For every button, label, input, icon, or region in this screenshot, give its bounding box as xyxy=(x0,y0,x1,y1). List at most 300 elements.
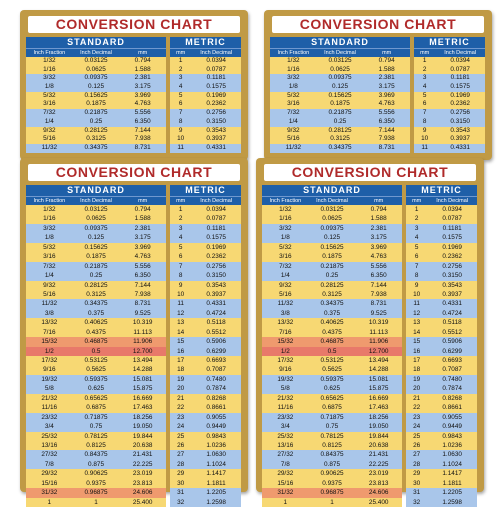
mm-cell: 14 xyxy=(177,328,185,336)
table-row xyxy=(170,144,241,153)
inch-fraction-cell: 9/32 xyxy=(43,126,56,134)
inch-fraction-cell: 7/8 xyxy=(44,460,54,468)
mm-cell: 31 xyxy=(177,489,185,497)
inch-decimal-cell: 0.09375 xyxy=(84,74,108,82)
chart-title: CONVERSION CHART xyxy=(28,16,240,33)
inch-fraction-cell: 9/32 xyxy=(43,281,56,289)
table-row xyxy=(262,347,402,356)
mm-cell: 6.350 xyxy=(134,272,151,280)
table-row xyxy=(262,281,402,290)
table-row xyxy=(170,488,241,497)
mm-cell: 4.763 xyxy=(134,253,151,261)
inch-decimal-cell: 0.5118 xyxy=(442,319,462,327)
mm-cell: 6 xyxy=(414,253,419,261)
inch-fraction-cell: 3/4 xyxy=(44,423,54,431)
mm-cell: 7.144 xyxy=(134,126,151,134)
inch-decimal-cell: 0.65625 xyxy=(84,394,108,402)
table-row xyxy=(170,318,241,327)
table-row xyxy=(262,450,402,459)
column-inch-decimal: Inch Decimal xyxy=(316,198,348,204)
mm-cell: 23 xyxy=(177,413,185,421)
inch-decimal-cell: 0.15625 xyxy=(320,243,344,251)
table-row xyxy=(170,365,241,374)
table-row xyxy=(26,144,166,153)
mm-cell: 17 xyxy=(177,357,185,364)
inch-decimal-cell: 0.3125 xyxy=(86,290,106,298)
mm-cell: 2 xyxy=(422,65,427,73)
inch-decimal-cell: 0.7087 xyxy=(442,366,462,374)
table-row xyxy=(170,83,241,92)
mm-cell: 2.381 xyxy=(378,74,395,82)
inch-decimal-cell: 0.6299 xyxy=(206,347,226,355)
inch-fraction-cell: 1/16 xyxy=(43,215,56,223)
table-row xyxy=(406,375,477,384)
table-row xyxy=(406,337,477,346)
column-mm: mm xyxy=(374,198,384,204)
table-row xyxy=(26,92,166,101)
table-row xyxy=(170,233,241,242)
inch-decimal-cell: 0.90625 xyxy=(320,470,344,478)
metric-table xyxy=(414,37,485,153)
inch-fraction-cell: 3/16 xyxy=(43,100,56,108)
mm-cell: 5.556 xyxy=(134,262,151,270)
inch-decimal-cell: 0.78125 xyxy=(320,432,344,440)
inch-fraction-cell: 1 xyxy=(283,498,288,506)
table-row xyxy=(406,403,477,412)
inch-fraction-cell: 5/16 xyxy=(279,290,292,298)
table-row xyxy=(26,57,166,66)
inch-decimal-cell: 0.5625 xyxy=(322,366,342,374)
mm-cell: 6 xyxy=(178,100,183,108)
mm-cell: 8 xyxy=(422,117,427,125)
table-row xyxy=(262,214,402,223)
table-row xyxy=(262,337,402,346)
chart-card-top-left xyxy=(20,10,248,160)
column-mm: mm xyxy=(420,50,430,56)
mm-cell: 2.381 xyxy=(134,224,151,232)
inch-decimal-cell: 0.4724 xyxy=(442,309,462,317)
table-row xyxy=(406,384,477,393)
mm-cell: 4 xyxy=(414,234,419,242)
inch-decimal-cell: 0.2756 xyxy=(450,109,470,117)
mm-cell: 11.113 xyxy=(369,328,388,336)
mm-cell: 21 xyxy=(177,394,185,402)
table-row xyxy=(170,375,241,384)
table-row xyxy=(262,252,402,261)
inch-decimal-cell: 0.5906 xyxy=(442,338,462,346)
inch-decimal-cell: 0.1969 xyxy=(206,91,226,99)
inch-decimal-cell: 0.9055 xyxy=(442,413,462,421)
inch-decimal-cell: 0.1575 xyxy=(206,83,226,91)
inch-decimal-cell: 0.6693 xyxy=(442,357,462,364)
inch-decimal-cell: 0.5512 xyxy=(206,328,226,336)
table-row xyxy=(262,422,402,431)
standard-header: STANDARD xyxy=(67,37,125,47)
table-row xyxy=(414,109,485,118)
table-row xyxy=(414,83,485,92)
table-row xyxy=(170,66,241,75)
inch-fraction-cell: 11/32 xyxy=(41,143,58,151)
mm-cell: 1.588 xyxy=(378,65,395,73)
inch-decimal-cell: 0.28125 xyxy=(320,281,344,289)
mm-cell: 19.844 xyxy=(132,432,153,440)
inch-fraction-cell: 17/32 xyxy=(41,357,58,364)
table-row xyxy=(406,290,477,299)
table-row xyxy=(406,498,477,507)
table-row xyxy=(26,271,166,280)
mm-cell: 16 xyxy=(413,347,421,355)
mm-cell: 2 xyxy=(178,215,183,223)
table-row xyxy=(262,271,402,280)
mm-cell: 8.731 xyxy=(134,143,151,151)
inch-decimal-cell: 0.1875 xyxy=(322,253,342,261)
inch-fraction-cell: 7/32 xyxy=(287,109,300,117)
inch-fraction-cell: 3/16 xyxy=(279,253,292,261)
table-row xyxy=(170,460,241,469)
standard-table xyxy=(26,37,166,153)
standard-table xyxy=(26,185,166,507)
mm-cell: 8 xyxy=(178,272,183,280)
mm-cell: 12.700 xyxy=(368,347,389,355)
inch-fraction-cell: 1/8 xyxy=(44,83,54,91)
mm-cell: 16 xyxy=(177,347,185,355)
inch-decimal-cell: 0.3937 xyxy=(206,135,226,143)
mm-cell: 12.700 xyxy=(132,347,153,355)
mm-cell: 22 xyxy=(177,404,185,412)
mm-cell: 3 xyxy=(178,74,183,82)
table-row xyxy=(414,127,485,136)
inch-fraction-cell: 1/16 xyxy=(279,215,292,223)
table-row xyxy=(26,479,166,488)
table-row xyxy=(26,224,166,233)
inch-fraction-cell: 3/8 xyxy=(280,309,290,317)
inch-decimal-cell: 1.0630 xyxy=(206,451,226,459)
inch-fraction-cell: 5/32 xyxy=(43,243,56,251)
inch-fraction-cell: 3/32 xyxy=(43,224,56,232)
mm-cell: 32 xyxy=(413,498,421,506)
table-row xyxy=(170,394,241,403)
column-mm: mm xyxy=(382,50,392,56)
inch-decimal-cell: 0.2362 xyxy=(450,100,470,108)
standard-header: STANDARD xyxy=(303,185,361,195)
inch-decimal-cell: 0.125 xyxy=(88,83,104,91)
table-row xyxy=(170,347,241,356)
inch-decimal-cell: 0.90625 xyxy=(84,470,108,478)
inch-fraction-cell: 15/16 xyxy=(277,479,294,487)
table-row xyxy=(406,309,477,318)
inch-decimal-cell: 0.1181 xyxy=(206,224,226,232)
inch-decimal-cell: 0.75 xyxy=(325,423,339,431)
inch-fraction-cell: 19/32 xyxy=(41,375,58,383)
table-row xyxy=(170,118,241,127)
mm-cell: 11.906 xyxy=(133,338,153,346)
inch-decimal-cell: 0.28125 xyxy=(84,126,108,134)
mm-cell: 15 xyxy=(413,338,421,346)
table-row xyxy=(262,460,402,469)
table-row xyxy=(270,83,410,92)
inch-decimal-cell: 1.0236 xyxy=(206,441,226,449)
mm-cell: 15.875 xyxy=(368,385,389,393)
mm-cell: 3 xyxy=(414,224,419,232)
inch-fraction-cell: 19/32 xyxy=(277,375,294,383)
table-row xyxy=(26,109,166,118)
inch-decimal-cell: 0.59375 xyxy=(84,375,108,383)
inch-fraction-cell: 9/16 xyxy=(43,366,56,374)
table-row xyxy=(26,441,166,450)
table-row xyxy=(26,384,166,393)
table-row xyxy=(26,214,166,223)
inch-decimal-cell: 0.46875 xyxy=(320,338,344,346)
mm-cell: 11.113 xyxy=(133,328,152,336)
standard-table xyxy=(270,37,410,153)
table-row xyxy=(262,309,402,318)
mm-cell: 5 xyxy=(178,243,183,251)
mm-cell: 15.081 xyxy=(368,375,389,383)
inch-decimal-cell: 0.1575 xyxy=(450,83,470,91)
mm-cell: 24 xyxy=(413,423,421,431)
mm-cell: 23.019 xyxy=(368,470,389,478)
inch-decimal-cell: 0.1181 xyxy=(206,74,226,82)
inch-decimal-cell: 0.2756 xyxy=(442,262,462,270)
table-row xyxy=(406,205,477,214)
table-row xyxy=(262,243,402,252)
inch-decimal-cell: 0.7874 xyxy=(206,385,226,393)
table-row xyxy=(170,469,241,478)
inch-fraction-cell: 31/32 xyxy=(41,489,58,497)
inch-decimal-cell: 0.0394 xyxy=(206,57,226,64)
inch-fraction-cell: 7/16 xyxy=(279,328,292,336)
table-row xyxy=(170,299,241,308)
inch-decimal-cell: 0.09375 xyxy=(84,224,108,232)
table-row xyxy=(26,243,166,252)
inch-fraction-cell: 15/32 xyxy=(41,338,58,346)
column-inch-decimal: Inch Decimal xyxy=(80,198,112,204)
mm-cell: 10 xyxy=(413,290,421,298)
mm-cell: 7 xyxy=(414,262,419,270)
inch-decimal-cell: 0.46875 xyxy=(84,338,108,346)
mm-cell: 30 xyxy=(177,479,185,487)
table-row xyxy=(170,205,241,214)
inch-decimal-cell: 0.875 xyxy=(324,460,340,468)
inch-fraction-cell: 25/32 xyxy=(277,432,294,440)
inch-fraction-cell: 1/32 xyxy=(287,57,300,64)
inch-decimal-cell: 1 xyxy=(94,498,98,506)
table-row xyxy=(170,309,241,318)
table-row xyxy=(262,365,402,374)
mm-cell: 22 xyxy=(413,404,421,412)
inch-decimal-cell: 0.8125 xyxy=(86,441,106,449)
mm-cell: 13.494 xyxy=(368,357,389,364)
column-inch-decimal: Inch Decimal xyxy=(444,50,477,56)
inch-decimal-cell: 0.125 xyxy=(324,234,340,242)
inch-decimal-cell: 0.8268 xyxy=(206,394,226,402)
inch-decimal-cell: 0.3150 xyxy=(206,272,226,280)
inch-decimal-cell: 0.03125 xyxy=(320,206,344,213)
mm-cell: 4.763 xyxy=(370,253,387,261)
mm-cell: 0.794 xyxy=(370,206,387,213)
table-row xyxy=(26,347,166,356)
inch-fraction-cell: 1/4 xyxy=(280,272,290,280)
inch-fraction-cell: 13/16 xyxy=(277,441,294,449)
inch-fraction-cell: 5/32 xyxy=(287,91,300,99)
inch-decimal-cell: 0.3150 xyxy=(450,117,470,125)
metric-table xyxy=(170,185,241,507)
column-mm: mm xyxy=(138,198,148,204)
standard-header: STANDARD xyxy=(311,37,369,47)
column-inch-fraction: Inch Fraction xyxy=(33,198,66,204)
mm-cell: 19.844 xyxy=(368,432,389,440)
table-row xyxy=(406,432,477,441)
inch-decimal-cell: 0.09375 xyxy=(328,74,352,82)
mm-cell: 28 xyxy=(177,460,185,468)
mm-cell: 3 xyxy=(422,74,427,82)
inch-decimal-cell: 0.03125 xyxy=(84,57,108,64)
inch-decimal-cell: 0.9843 xyxy=(442,432,462,440)
mm-cell: 8.731 xyxy=(378,143,395,151)
mm-cell: 1.588 xyxy=(134,65,151,73)
table-row xyxy=(406,413,477,422)
mm-cell: 0.794 xyxy=(378,57,395,64)
inch-fraction-cell: 7/32 xyxy=(43,109,56,117)
inch-fraction-cell: 1/2 xyxy=(280,347,290,355)
mm-cell: 8.731 xyxy=(134,300,151,308)
mm-cell: 15 xyxy=(177,338,185,346)
mm-cell: 3.969 xyxy=(370,243,387,251)
inch-decimal-cell: 0.125 xyxy=(332,83,348,91)
inch-decimal-cell: 0.625 xyxy=(324,385,340,393)
table-row xyxy=(170,100,241,109)
column-inch-fraction: Inch Fraction xyxy=(277,50,310,56)
table-row xyxy=(262,488,402,497)
table-row xyxy=(270,100,410,109)
column-inch-decimal: Inch Decimal xyxy=(436,198,469,204)
mm-cell: 1.588 xyxy=(370,215,387,223)
inch-decimal-cell: 1.1417 xyxy=(206,470,226,478)
table-row xyxy=(26,413,166,422)
mm-cell: 7.938 xyxy=(370,290,387,298)
mm-cell: 29 xyxy=(413,470,421,478)
table-row xyxy=(26,328,166,337)
table-row xyxy=(406,356,477,365)
table-row xyxy=(270,144,410,153)
table-row xyxy=(406,243,477,252)
mm-cell: 6 xyxy=(422,100,427,108)
mm-cell: 1 xyxy=(422,57,427,64)
mm-cell: 31 xyxy=(413,489,421,497)
inch-fraction-cell: 1/8 xyxy=(44,234,54,242)
table-row xyxy=(26,403,166,412)
inch-decimal-cell: 0.0787 xyxy=(206,215,226,223)
inch-fraction-cell: 7/16 xyxy=(43,328,56,336)
mm-cell: 27 xyxy=(413,451,421,459)
inch-decimal-cell: 0.0394 xyxy=(450,57,470,64)
inch-decimal-cell: 0.6299 xyxy=(442,347,462,355)
mm-cell: 11 xyxy=(177,143,184,151)
column-mm: mm xyxy=(176,50,186,56)
inch-decimal-cell: 0.875 xyxy=(88,460,104,468)
table-row xyxy=(26,498,166,507)
inch-fraction-cell: 3/16 xyxy=(287,100,300,108)
inch-decimal-cell: 0.0787 xyxy=(206,65,226,73)
inch-fraction-cell: 11/16 xyxy=(41,404,58,412)
mm-cell: 17 xyxy=(413,357,421,364)
standard-header: STANDARD xyxy=(67,185,125,195)
inch-decimal-cell: 1.0236 xyxy=(442,441,462,449)
inch-decimal-cell: 0.7480 xyxy=(442,375,462,383)
mm-cell: 25.400 xyxy=(132,498,153,506)
mm-cell: 15.081 xyxy=(132,375,153,383)
table-row xyxy=(170,214,241,223)
table-row xyxy=(170,403,241,412)
mm-cell: 20 xyxy=(177,385,185,393)
inch-decimal-cell: 0.5 xyxy=(91,347,101,355)
table-row xyxy=(170,450,241,459)
table-row xyxy=(26,318,166,327)
column-mm: mm xyxy=(412,198,422,204)
table-row xyxy=(170,252,241,261)
chart-title: CONVERSION CHART xyxy=(264,164,476,181)
table-row xyxy=(170,432,241,441)
inch-fraction-cell: 13/16 xyxy=(41,441,58,449)
table-row xyxy=(270,109,410,118)
inch-decimal-cell: 1.1024 xyxy=(442,460,462,468)
inch-decimal-cell: 0.3150 xyxy=(206,117,226,125)
mm-cell: 3.175 xyxy=(370,234,387,242)
inch-fraction-cell: 5/32 xyxy=(43,91,56,99)
inch-decimal-cell: 0.0625 xyxy=(86,65,106,73)
inch-decimal-cell: 0.7087 xyxy=(206,366,226,374)
table-row xyxy=(170,384,241,393)
mm-cell: 13.494 xyxy=(132,357,153,364)
inch-fraction-cell: 11/32 xyxy=(277,300,294,308)
table-row xyxy=(414,135,485,144)
table-row xyxy=(270,74,410,83)
inch-decimal-cell: 0.53125 xyxy=(320,357,344,364)
inch-fraction-cell: 9/32 xyxy=(287,126,300,134)
table-row xyxy=(26,135,166,144)
mm-cell: 26 xyxy=(413,441,421,449)
chart-card-top-right xyxy=(264,10,492,160)
table-row xyxy=(270,66,410,75)
mm-cell: 4 xyxy=(422,83,427,91)
table-row xyxy=(414,92,485,101)
table-row xyxy=(406,281,477,290)
table-row xyxy=(26,118,166,127)
mm-cell: 3.175 xyxy=(134,83,151,91)
inch-decimal-cell: 0.65625 xyxy=(320,394,344,402)
mm-cell: 1 xyxy=(178,57,183,64)
inch-fraction-cell: 21/32 xyxy=(41,394,58,402)
table-row xyxy=(406,479,477,488)
inch-fraction-cell: 1/8 xyxy=(280,234,290,242)
table-row xyxy=(262,299,402,308)
mm-cell: 5.556 xyxy=(370,262,387,270)
inch-decimal-cell: 0.0625 xyxy=(86,215,106,223)
table-row xyxy=(170,479,241,488)
inch-fraction-cell: 27/32 xyxy=(41,451,58,459)
inch-decimal-cell: 0.4375 xyxy=(322,328,342,336)
inch-decimal-cell: 0.0625 xyxy=(330,65,350,73)
mm-cell: 2 xyxy=(414,215,419,223)
mm-cell: 28 xyxy=(413,460,421,468)
column-inch-fraction: Inch Fraction xyxy=(269,198,302,204)
table-row xyxy=(262,262,402,271)
mm-cell: 3.969 xyxy=(378,91,395,99)
inch-decimal-cell: 0.1181 xyxy=(450,74,470,82)
table-row xyxy=(406,460,477,469)
table-row xyxy=(414,74,485,83)
inch-decimal-cell: 0.25 xyxy=(89,272,103,280)
